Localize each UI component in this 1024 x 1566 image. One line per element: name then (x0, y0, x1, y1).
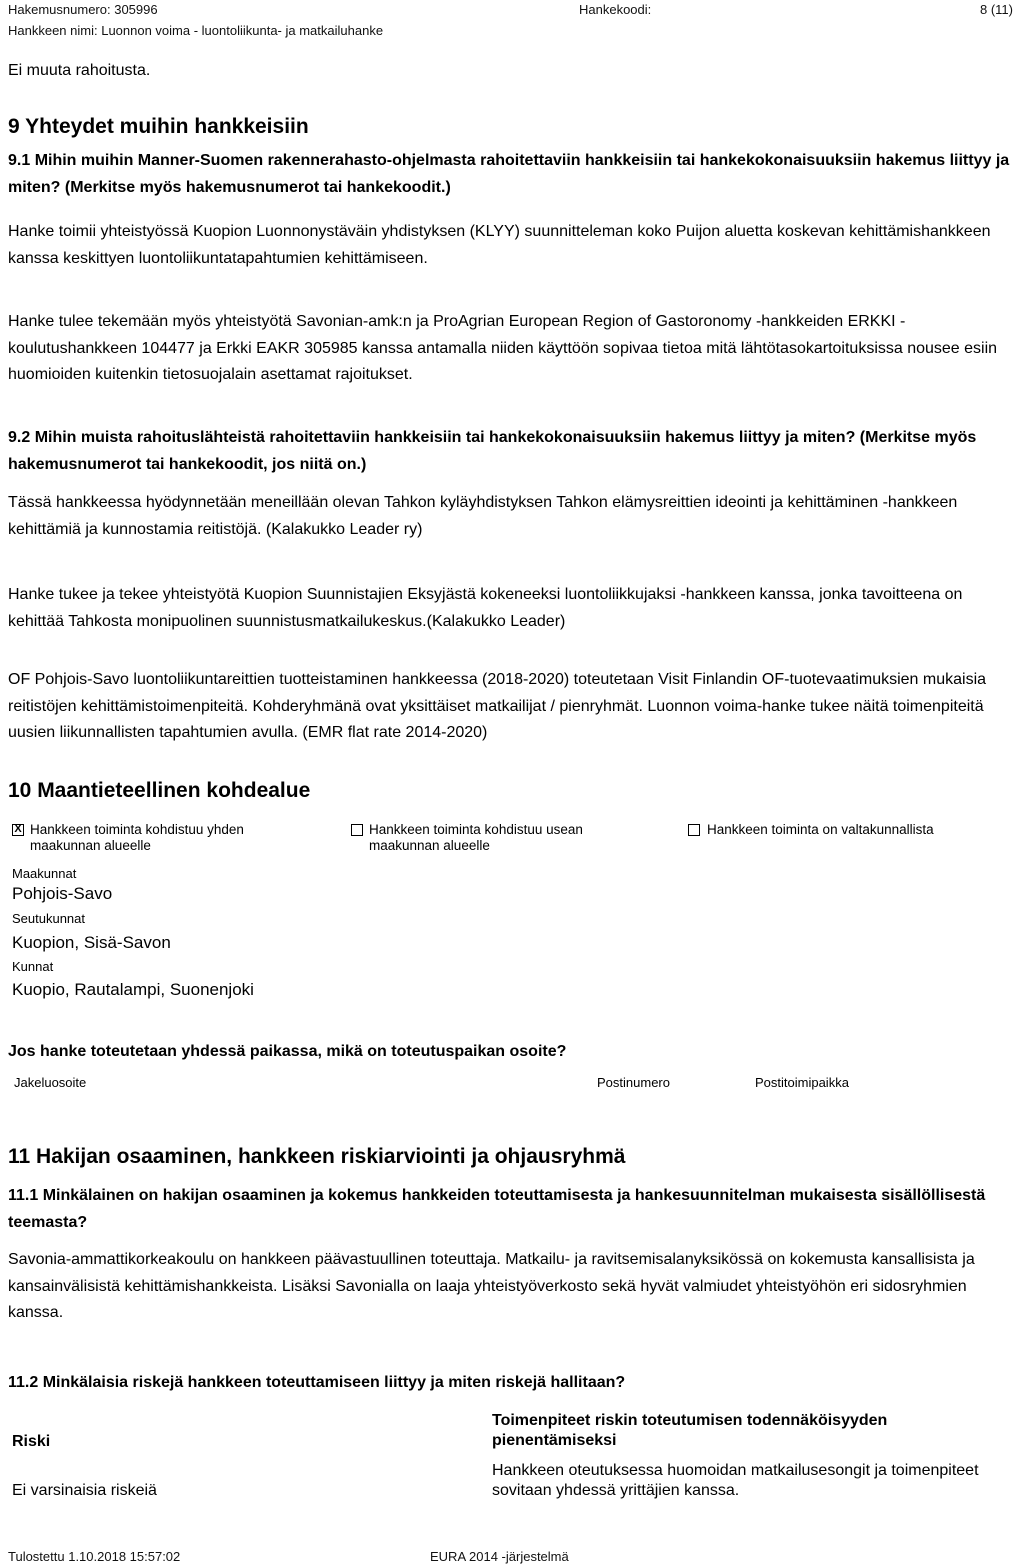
checkbox-checked-icon[interactable]: X (12, 824, 24, 836)
seutukunnat-label: Seutukunnat (12, 911, 86, 926)
city-label: Postitoimipaikka (755, 1075, 849, 1090)
risk-column-header: Riski (12, 1433, 51, 1450)
maakunnat-label: Maakunnat (12, 866, 77, 881)
section-10-title: 10 Maantieteellinen kohdealue (8, 779, 311, 802)
answer-11-1: Savonia-ammattikorkeakoulu on hankkeen päävastuullinen toteuttaja. Matkailu- ja ravitsemisalanyksikössä on kokemusta kansallisista ja kansainvälisistä kehittämishankkeista. Lisäksi Savonialla on laaja yhteistyöverkosto sekä hyvät valmiudet yhteistyöhön eri sidosryhmien kanssa. (8, 1251, 975, 1321)
project-code: Hankekoodi: (579, 2, 652, 17)
checkbox-unchecked-icon[interactable] (351, 824, 363, 836)
page-number: 8 (11) (980, 2, 1013, 17)
postal-code-label: Postinumero (597, 1075, 670, 1090)
answer-9-1-paragraph-2: Hanke tulee tekemään myös yhteistyötä Savonian-amk:n ja ProAgrian European Region of Gastoronomy -hankkeiden ERKKI -koulutushankkeen 104477 ja Erkki EAKR 305985 kanssa antamalla niiden käyttöön sopivaa tietoa mitä lähtötasokartoituksissa nousee esiin huomioiden kuitenkin tietosuojalain asettamat rajoitukset. (8, 313, 998, 383)
answer-9-1-paragraph-1: Hanke toimii yhteistyössä Kuopion Luonnonystäväin yhdistyksen (KLYY) suunnitteleman koko Puijon aluetta koskevan kehittämishankkeen kanssa keskittyen luontoliikuntatapahtumien kehittämiseen. (8, 223, 991, 267)
kunnat-value: Kuopio, Rautalampi, Suonenjoki (12, 980, 254, 999)
question-9-1: 9.1 Mihin muihin Manner-Suomen rakennerahasto-ohjelmasta rahoitettaviin hankkeisiin tai hankekokonaisuuksiin hakemus liittyy ja miten? (Merkitse myös hakemusnumerot tai hankekoodit.) (8, 152, 1010, 196)
address-question: Jos hanke toteutetaan yhdessä paikassa, mikä on toteutuspaikan osoite? (8, 1043, 567, 1060)
seutukunnat-value: Kuopion, Sisä-Savon (12, 933, 171, 952)
intro-text: Ei muuta rahoitusta. (8, 62, 151, 79)
option-label: Hankkeen toiminta kohdistuu usean maakunnan alueelle (369, 822, 583, 853)
question-9-2: 9.2 Mihin muista rahoituslähteistä rahoitettaviin hankkeisiin tai hankekokonaisuuksiin hakemus liittyy ja miten? (Merkitse myös hakemusnumerot tai hankekoodit, jos niitä on.) (8, 429, 977, 473)
print-timestamp: Tulostettu 1.10.2018 15:57:02 (8, 1549, 181, 1564)
answer-9-2-paragraph-1: Tässä hankkeessa hyödynnetään meneillään olevan Tahkon kyläyhdistyksen Tahkon elämysreittien ideointi ja kehittäminen -hankkeen kehittämiä ja kunnostamia reitistöjä. (Kalakukko Leader ry) (8, 494, 958, 538)
maakunnat-value: Pohjois-Savo (12, 884, 113, 903)
kunnat-label: Kunnat (12, 959, 54, 974)
section-9-title: 9 Yhteydet muihin hankkeisiin (8, 115, 309, 138)
section-11-title: 11 Hakijan osaaminen, hankkeen riskiarviointi ja ohjausryhmä (8, 1145, 626, 1168)
question-11-1: 11.1 Minkälainen on hakijan osaaminen ja kokemus hankkeiden toteuttamisesta ja hankesuunnitelman mukaisesta sisällöllisestä teemasta? (8, 1187, 986, 1231)
option-label: Hankkeen toiminta on valtakunnallista (707, 822, 934, 837)
street-address-label: Jakeluosoite (14, 1075, 87, 1090)
system-name: EURA 2014 -järjestelmä (430, 1549, 569, 1564)
project-name: Hankkeen nimi: Luonnon voima - luontoliikunta- ja matkailuhanke (8, 23, 384, 38)
checkbox-unchecked-icon[interactable] (688, 824, 700, 836)
question-11-2: 11.2 Minkälaisia riskejä hankkeen toteuttamiseen liittyy ja miten riskejä hallitaan? (8, 1374, 626, 1391)
answer-9-2-paragraph-3: OF Pohjois-Savo luontoliikuntareittien tuotteistaminen hankkeessa (2018-2020) toteutetaan Visit Finlandin OF-tuotevaatimuksien mukaisia reitistöjen kehittämistoimenpiteitä. Kohderyhmänä ovat yksittäiset matkailijat / pienryhmät. Luonnon voima-hanke tukee näitä toimenpiteitä uusien liikunnallisten tapahtumien avulla. (EMR flat rate 2014-2020) (8, 671, 987, 741)
answer-9-2-paragraph-2: Hanke tukee ja tekee yhteistyötä Kuopion Suunnistajien Eksyjästä kokeneeksi luontoliikkujaksi -hankkeen kanssa, jonka tavoitteena on kehittää Tahkosta monipuolinen suunnistusmatkailukeskus.(Kalakukko Leader) (8, 586, 963, 630)
option-label: Hankkeen toiminta kohdistuu yhden maakunnan alueelle (30, 822, 244, 853)
measures-column-header: Toimenpiteet riskin toteutumisen todennäköisyyden pienentämiseksi (492, 1412, 888, 1449)
measures-value: Hankkeen oteutuksessa huomoidan matkailusesongit ja toimenpiteet sovitaan yhdessä yrittäjien kanssa. (492, 1462, 979, 1499)
risk-value: Ei varsinaisia riskeiä (12, 1482, 157, 1499)
application-number: Hakemusnumero: 305996 (8, 2, 158, 17)
